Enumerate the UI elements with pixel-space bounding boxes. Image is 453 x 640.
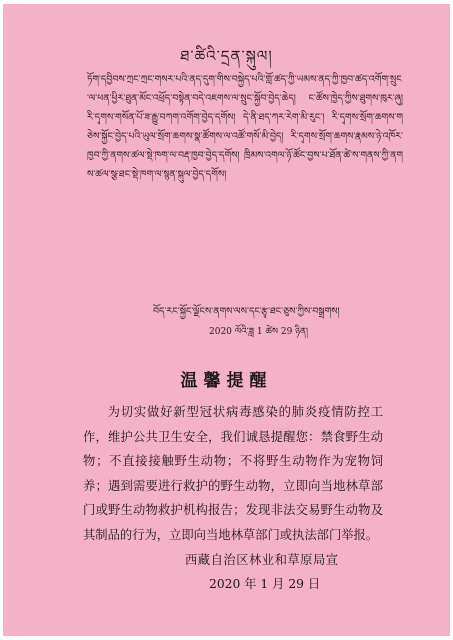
tibetan-date: 2020 ལོའི་ཟླ 1 ཚེས 29 ཉིན། — [209, 327, 308, 337]
chinese-body: 为切实做好新型冠状病毒感染的肺炎疫情防控工作，维护公共卫生安全，我们诚恳提醒您：禁食野生动物；不直接接触野生动物；不将野生动物作为宠物饲养；遇到需要进行救护的野生动物，立即向当地林草部门或野生动物救护机构报告；发现非法交易野生动物及其制品的行为，立即向当地林草部门或执法部门举报。 — [83, 405, 383, 542]
issuing-organization: 西藏自治区林业和草原局宣 — [185, 553, 339, 567]
issue-date: 2020 年 1 月 29 日 — [209, 577, 321, 591]
chinese-title: 温馨提醒 — [180, 371, 273, 391]
tibetan-title: ཐ་ཚིའི་དྲན་སྐུལ། — [180, 47, 273, 65]
notice-paper — [3, 4, 450, 636]
tibetan-body: ཏོག་དབྱིབས་ཀྲང་ཀྲང་གསར་པའི་ནད་དུག་གིས་བསྐྱེད་པའི་གློ་ཚད་ཀྱི་ཡམས་ནད་ཀྱི་ཁྱབ་ཚད་འགོག་སྲུང་ལ་ཕན་ཕྱིར་ཐུན་མོང་འཕྲོད་བསྟེན་བདེ་འཇགས་ལ་སྲུང་སྐྱོབ་བྱེད་ཆེད། ང་ཚོས་ཁྱེད་ཀྱིས་ཐུགས་ཁུར་ཞུ། རི་དྭགས་གསོན་པོ་ཟ་རྒྱུ་བཀག་འགོག་བྱེད་དགོས། དེ་ནི་ཐད་ཀར་རེག་མི་རུང་། རི་དྭགས་སྲོག་ཆགས་གཅེས་སྐྱོང་བྱེད་པའི་ཡུལ་སྲོག་ཆགས་སྣ་ཚོགས་ལ་འཚོ་གསོ་མི་བྱེད། རི་དྭགས་སྲོག་ཆགས་རྣམས་ཉེ་འཁོར་ཁྱབ་ཀྱི་ནགས་ཚལ་སྡེ་ཁག་ལ་བརྡ་ཁྱབ་བྱེད་དགོས། ཁྲིམས་འགལ་ཉོ་ཚོང་བྱས་པ་ཐོན་ཚེ་ས་གནས་ཀྱི་ནགས་ཚལ་སྩ་ཐང་སྡེ་ཁག་ལ་སྙན་སྐུལ་བྱེད་དགོས། — [87, 74, 403, 180]
tibetan-signature: བོད་རང་སྐྱོང་ལྗོངས་ནགས་ལས་དང་རྩྭ་ཐང་ཅུས་ཀྱིས་བསྒྲགས། — [153, 306, 340, 317]
